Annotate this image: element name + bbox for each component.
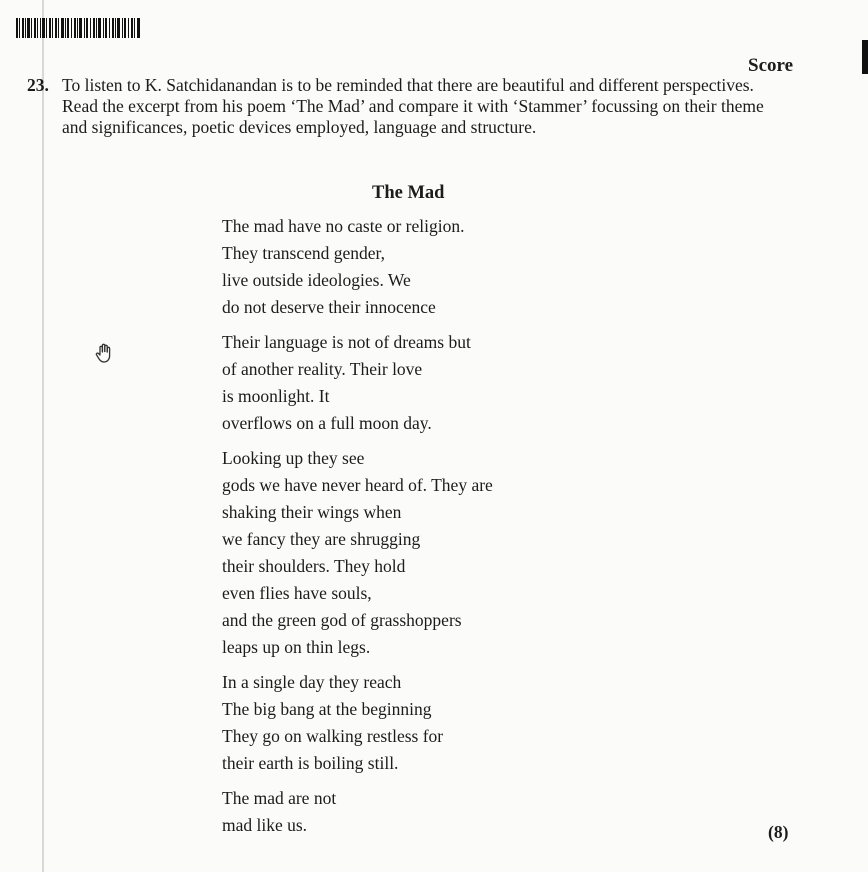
barcode-icon (16, 18, 140, 38)
poem-line: leaps up on thin legs. (222, 637, 371, 657)
poem-line: we fancy they are shrugging (222, 529, 421, 549)
poem-line: and the green god of grasshoppers (222, 610, 462, 630)
poem-line: gods we have never heard of. They are (222, 475, 493, 495)
poem-line: The mad are not (222, 788, 337, 808)
poem-line: Looking up they see (222, 448, 365, 468)
poem-line: In a single day they reach (222, 672, 402, 692)
poem-line: The big bang at the beginning (222, 699, 432, 719)
poem-line: Their language is not of dreams but (222, 332, 471, 352)
poem-stanza-1 (222, 213, 493, 321)
poem-line: is moonlight. It (222, 386, 330, 406)
poem-line: even flies have souls, (222, 583, 372, 603)
poem-line: They go on walking restless for (222, 726, 444, 746)
poem-line: live outside ideologies. We (222, 270, 411, 290)
poem-stanza-4 (222, 669, 493, 777)
poem-line: They transcend gender, (222, 243, 386, 263)
question-number: 23. (27, 75, 49, 95)
poem-line: their earth is boiling still. (222, 753, 399, 773)
question-text: To listen to K. Satchidanandan is to be reminded that there are beautiful and different perspectives. Read the excerpt from his poem ‘The Mad’ and compare it with ‘Stammer’ focussing on their theme and significances, poetic devices employed, language and structure. (62, 75, 764, 137)
poem-line: shaking their wings when (222, 502, 402, 522)
score-label: Score (748, 55, 794, 76)
page-edge-mark (862, 40, 868, 74)
poem-line: The mad have no caste or religion. (222, 216, 465, 236)
poem-stanza-5 (222, 785, 493, 839)
poem-stanza-3 (222, 445, 493, 661)
poem-stanza-2 (222, 329, 493, 437)
poem-line: overflows on a full moon day. (222, 413, 432, 433)
poem-body (222, 213, 493, 847)
question-marks: (8) (768, 822, 789, 842)
poem-line: do not deserve their innocence (222, 297, 436, 317)
poem-line: mad like us. (222, 815, 308, 835)
poem-title: The Mad (372, 183, 445, 203)
poem-line: their shoulders. They hold (222, 556, 406, 576)
margin-rule (42, 0, 44, 872)
poem-line: of another reality. Their love (222, 359, 423, 379)
hand-cursor-icon (93, 341, 117, 365)
